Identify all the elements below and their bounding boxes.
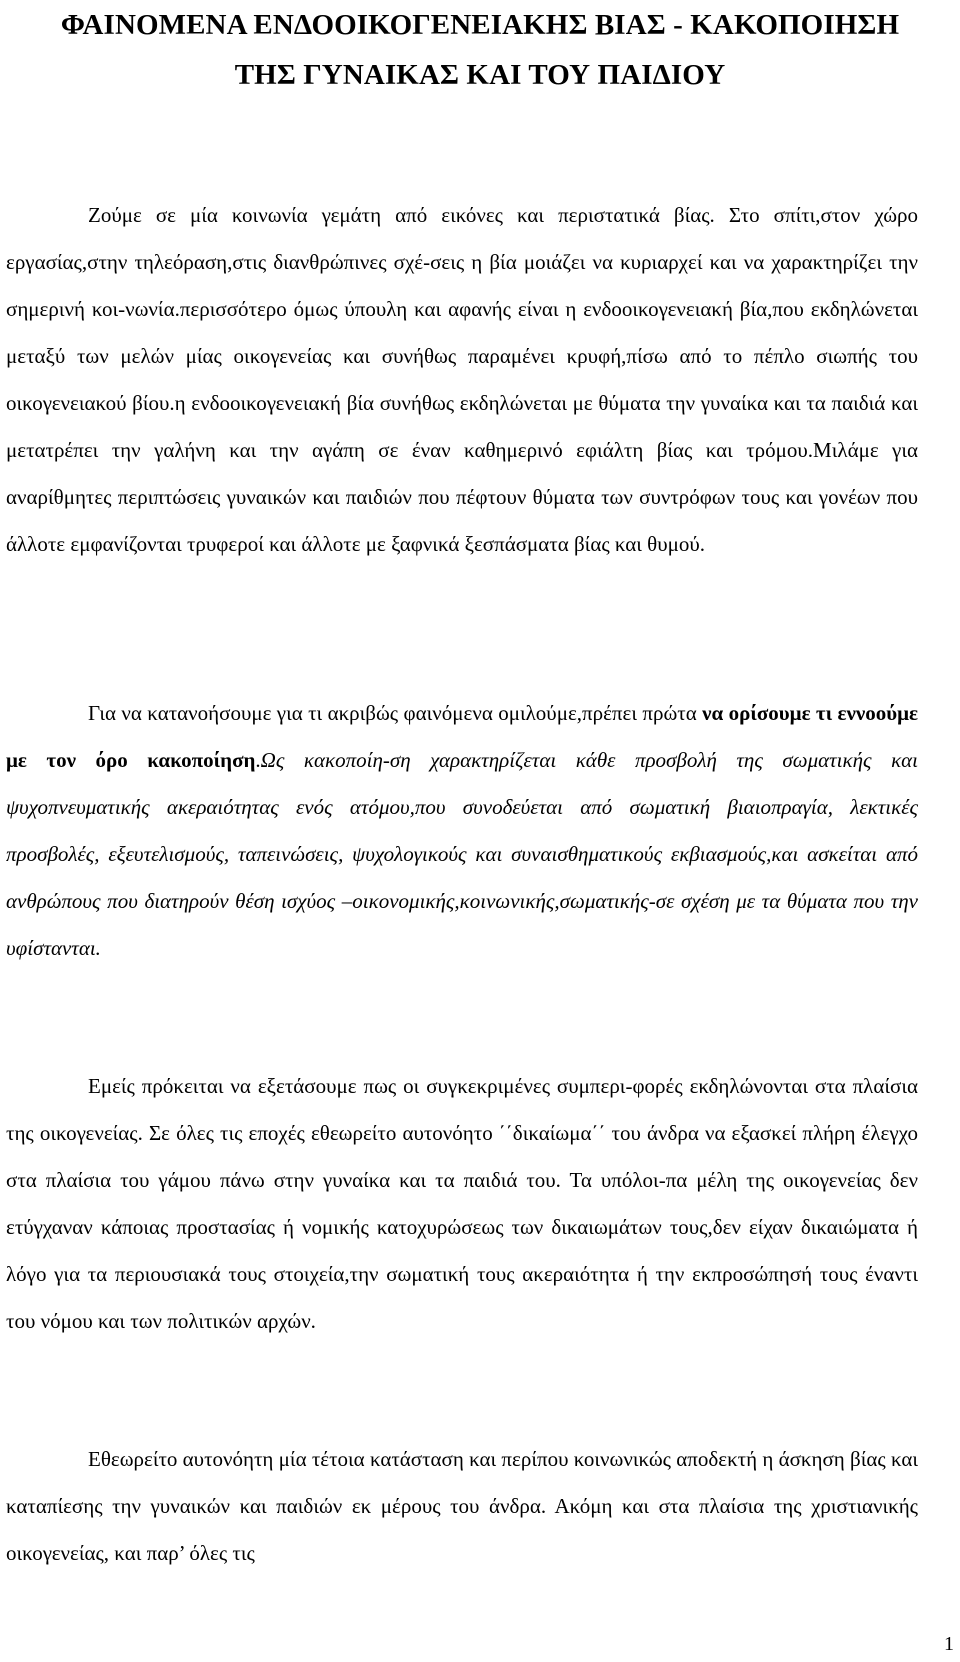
document-title [0,0,960,100]
paragraph-1: Ζούμε σε μία κοινωνία γεμάτη από εικόνες και περιστατικά βίας. Στο σπίτι,στον χώρο εργασίας,στην τηλεόραση,στις διανθρώπινες σχέ-σεις η βία μοιάζει να κυριαρχεί και να χαρακτηρίζει την σημερινή κοι-νωνία.περισσότερο όμως ύπουλη και αφανής είναι η ενδοοικογενειακή βία,που εκδηλώνεται μεταξύ των μελών μίας οικογενείας και συνήθως παραμένει κρυφή,πίσω από το πέπλο σιωπής του οικογενειακού βίου.η ενδοοικογενειακή βία συνήθως εκδηλώνεται με θύματα την γυναίκα και τα παιδιά και μετατρέπει την γαλήνη και την αγάπη σε έναν καθημερινό εφιάλτη βίας και τρόμου.Μιλάμε για αναρίθμητες περιπτώσεις γυναικών και παιδιών που πέφτουν θύματα των συντρόφων τους και γονέων που άλλοτε εμφανίζονται τρυφεροί και άλλοτε με ξαφνικά ξεσπάσματα βίας και θυμού. [6,203,918,556]
title-line-1: ΦΑΙΝΟΜΕΝΑ ΕΝΔΟΟΙΚΟΓΕΝΕΙΑΚΗΣ ΒΙΑΣ - ΚΑΚΟΠΟΙΗΣΗ [60,9,900,41]
paragraph-3: Εμείς πρόκειται να εξετάσουμε πως οι συγκεκριμένες συμπερι-φορές εκδηλώνονται στα πλαίσια της οικογενείας. Σε όλες τις εποχές εθεωρείτο αυτονόητο ΄΄δικαίωμα΄΄ του άνδρα να εξασκεί πλήρη έλεγχο στα πλαίσια του γάμου πάνω στην γυναίκα και τα παιδιά του. Τα υπόλοι-πα μέλη της οικογενείας δεν ετύγχαναν κάποιας προστασίας ή νομικής κατοχυρώσεως των δικαιωμάτων τους,δεν είχαν δικαιώματα ή λόγο για τα περιουσιακά τους στοιχεία,την σωματική τους ακεραιότητα ή την εκπροσώπησή τους έναντι του νόμου και των πολιτικών αρχών. [6,1074,918,1333]
paragraph-2-definition: Ως κακοποίη-ση χαρακτηρίζεται κάθε προσβολή της σωματικής και ψυχοπνευματικής ακεραιότητας ενός ατόμου,που συνοδεύεται από σωματική βιαιοπραγία, λεκτικές προσβολές, εξευτελισμούς, ταπεινώσεις, ψυχολογικούς και συναισθηματικούς εκβιασμούς,και ασκείται από ανθρώπους που διατηρούν θέση ισχύος –οικονομικής,κοινωνικής,σωματικής-σε σχέση με τα θύματα που την υφίστανται. [6,748,919,960]
paragraph-2-text: Για να κατανοήσουμε για τι ακριβώς φαινόμενα ομιλούμε,πρέπει πρώτα [88,701,703,725]
paragraph-2-period: . [255,748,261,772]
paragraph-2-bold-phrase: να ορίσουμε τι εννοούμε με τον όρο κακοποίηση [6,701,918,772]
paragraph-4: Εθεωρείτο αυτονόητη μία τέτοια κατάσταση και περίπου κοινωνικώς αποδεκτή η άσκηση βίας και καταπίεσης την γυναικών και παιδιών εκ μέρους του άνδρα. Ακόμη και στα πλαίσια της χριστιανικής οικογενείας, και παρ’ όλες τις [6,1447,918,1565]
page-number: 1 [944,1633,954,1655]
paragraph-2 [6,690,918,972]
title-line-2: ΤΗΣ ΓΥΝΑΙΚΑΣ ΚΑΙ ΤΟΥ ΠΑΙΔΙΟΥ [234,59,726,91]
